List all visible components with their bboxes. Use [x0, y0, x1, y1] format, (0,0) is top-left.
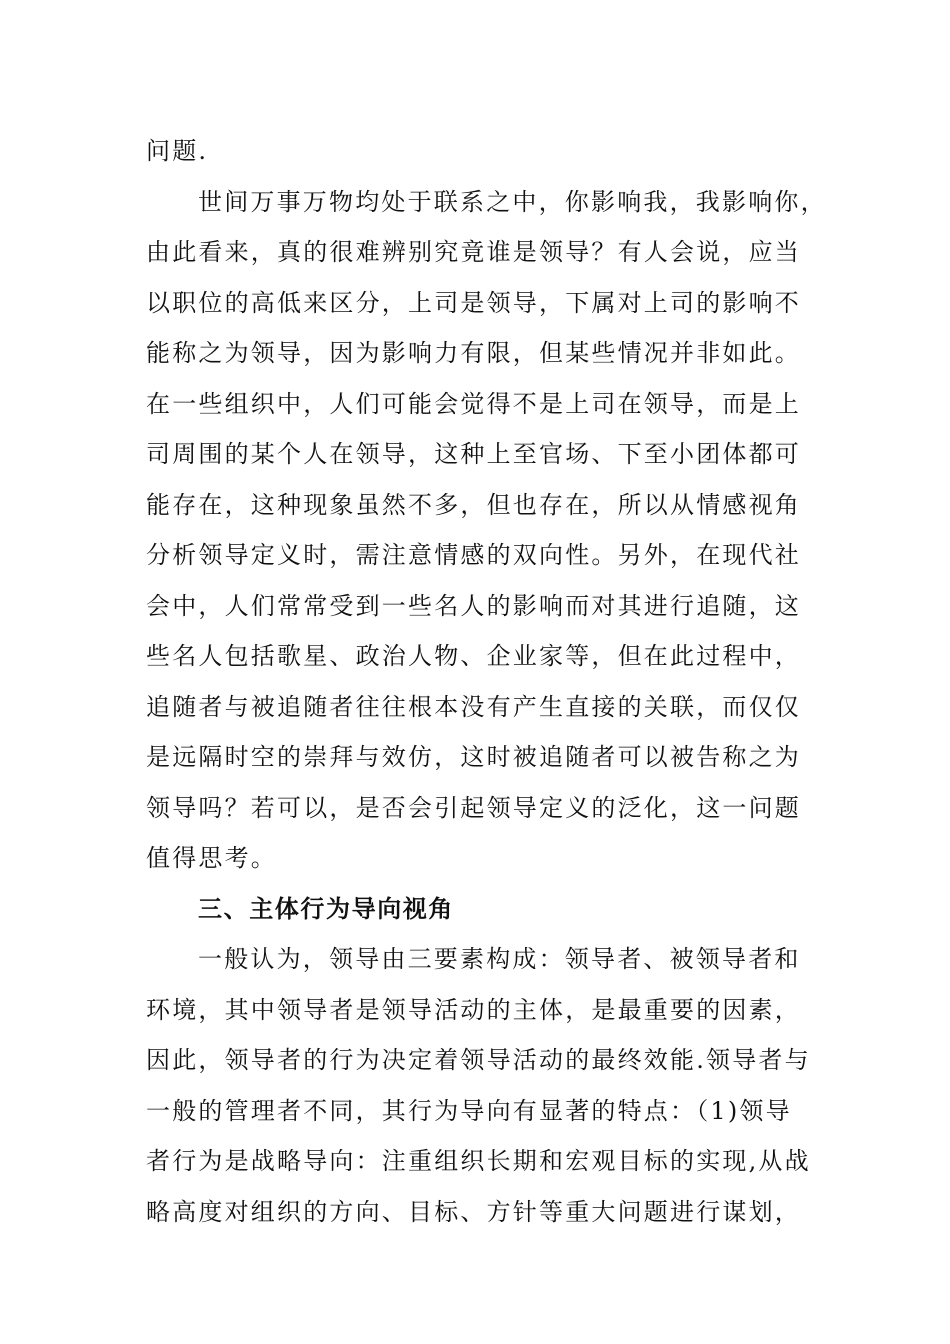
- text-line: 值得思考。: [146, 844, 277, 872]
- text-line: 环境，其中领导者是领导活动的主体，是最重要的因素，: [146, 995, 801, 1024]
- text-line: 因此，领导者的行为决定着领导活动的最终效能.领导者与: [146, 1046, 811, 1074]
- text-line: 会中，人们常常受到一些名人的影响而对其进行追随，这: [146, 591, 801, 620]
- text-line: 问题.: [146, 137, 209, 165]
- text-line: 是远隔时空的崇拜与效仿，这时被追随者可以被告称之为: [146, 743, 801, 771]
- paragraph-first-line: 世间万事万物均处于联系之中，你影响我，我影响你，: [198, 187, 827, 216]
- text-line: 些名人包括歌星、政治人物、企业家等，但在此过程中，: [146, 642, 801, 670]
- text-line: 追随者与被追随者往往根本没有产生直接的关联，而仅仅: [146, 692, 801, 721]
- text-line: 以职位的高低来区分，上司是领导，下属对上司的影响不: [146, 288, 801, 317]
- section-heading: 三、主体行为导向视角: [198, 894, 454, 923]
- body-text: [146, 126, 826, 1237]
- text-line: 者行为是战略导向：注重组织长期和宏观目标的实现,从战: [146, 1147, 811, 1175]
- text-line: 略高度对组织的方向、目标、方针等重大问题进行谋划，: [146, 1197, 801, 1226]
- text-line: 司周围的某个人在领导，这种上至官场、下至小团体都可: [146, 440, 801, 468]
- text-line: 在一些组织中，人们可能会觉得不是上司在领导，而是上: [146, 389, 801, 418]
- paragraph-first-line: 一般认为，领导由三要素构成：领导者、被领导者和: [198, 945, 801, 973]
- text-line: 一般的管理者不同，其行为导向有显著的特点：（1)领导: [146, 1096, 792, 1125]
- text-line: 领导吗？若可以，是否会引起领导定义的泛化，这一问题: [146, 793, 801, 822]
- text-line: 能称之为领导，因为影响力有限，但某些情况并非如此。: [146, 339, 801, 367]
- text-line: 由此看来，真的很难辨别究竟谁是领导？有人会说，应当: [146, 238, 801, 266]
- text-line: 分析领导定义时，需注意情感的双向性。另外，在现代社: [146, 541, 801, 569]
- text-line: 能存在，这种现象虽然不多，但也存在，所以从情感视角: [146, 490, 801, 519]
